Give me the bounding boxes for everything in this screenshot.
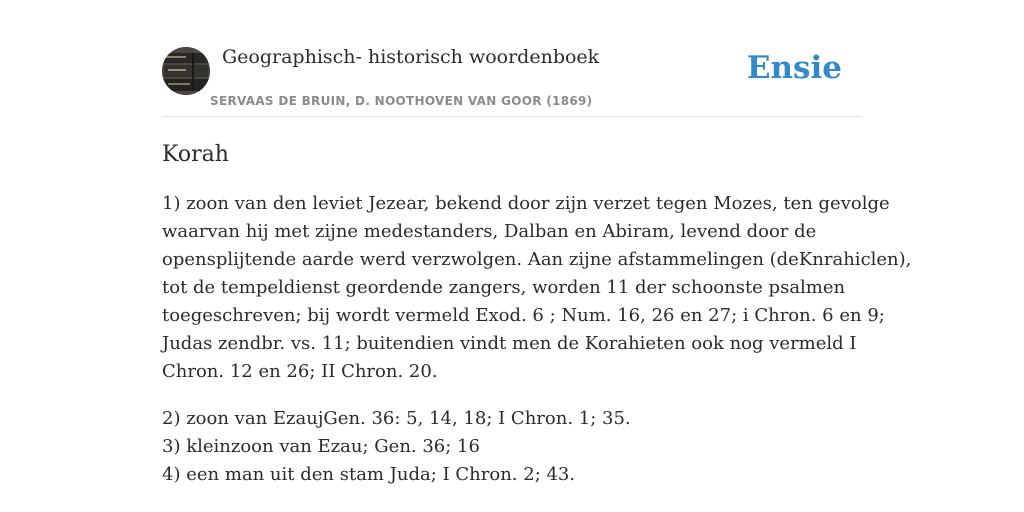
book-author: SERVAAS DE BRUIN, D. NOOTHOVEN VAN GOOR (1869) (210, 94, 593, 108)
book-cover-avatar[interactable] (162, 47, 210, 95)
entry-article (162, 138, 912, 508)
entry-title: Korah (162, 142, 229, 167)
book-spines-icon (162, 47, 210, 95)
text-line: Judas zendbr. vs. 11; buitendien vindt men de Korahieten ook nog vermeld I (162, 333, 857, 354)
text-line: 2) zoon van EzaujGen. 36: 5, 14, 18; I Chron. 1; 35. (162, 408, 631, 429)
text-line: opensplijtende aarde werd verzwolgen. Aan zijne afstammelingen (deKnrahiclen), (162, 249, 912, 270)
entry-paragraph-1 (162, 190, 912, 386)
text-line: Chron. 12 en 26; II Chron. 20. (162, 361, 438, 382)
book-title[interactable]: Geographisch- historisch woordenboek (222, 46, 600, 68)
text-line: toegeschreven; bij wordt vermeld Exod. 6 ; Num. 16, 26 en 27; i Chron. 6 en 9; (162, 305, 885, 326)
text-line: 1) zoon van den leviet Jezear, bekend door zijn verzet tegen Mozes, ten gevolge (162, 193, 890, 214)
ensie-logo[interactable]: Ensie (746, 50, 842, 86)
text-line: waarvan hij met zijne medestanders, Dalban en Abiram, levend door de (162, 221, 817, 242)
entry-paragraph-2 (162, 405, 862, 489)
source-header (162, 40, 862, 117)
text-line: 4) een man uit den stam Juda; I Chron. 2; 43. (162, 464, 576, 485)
text-line: 3) kleinzoon van Ezau; Gen. 36; 16 (162, 436, 480, 457)
text-line: tot de tempeldienst geordende zangers, worden 11 der schoonste psalmen (162, 277, 846, 298)
